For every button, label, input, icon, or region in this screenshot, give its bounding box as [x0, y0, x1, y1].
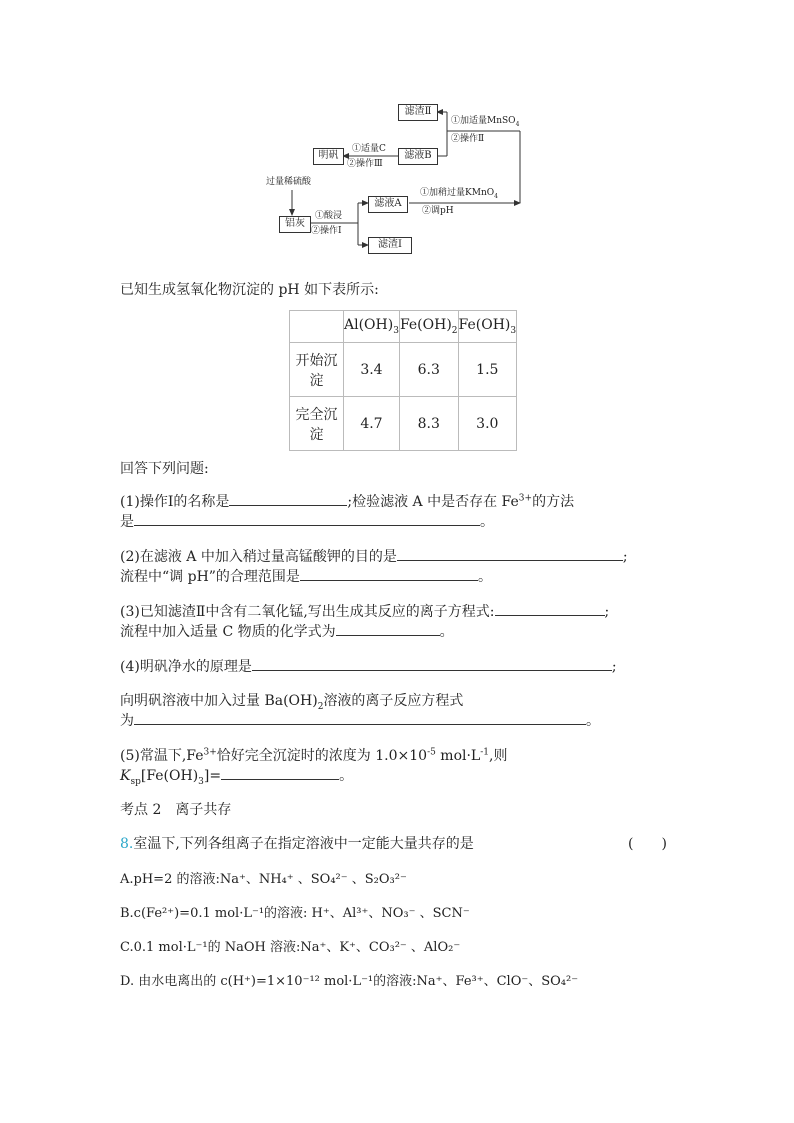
answer-blank[interactable] — [300, 566, 478, 581]
question-1-line-2: 是 。 — [120, 511, 494, 531]
box-aluminum-ash: 铝灰 — [279, 216, 311, 233]
option-a[interactable]: A.pH=2 的溶液:Na⁺、NH₄⁺ 、SO₄²⁻ 、S₂O₃²⁻ — [120, 872, 407, 887]
question-4-line-2: 向明矾溶液中加入过量 $Ba(OH)_2$溶液的离子反应方程式 — [120, 693, 464, 712]
table-cell: 3.0 — [458, 397, 517, 451]
label-add-mnso4: ①加适量MnSO$_4$ — [451, 116, 520, 128]
table-header: $Fe(OH)_2$ — [399, 311, 458, 343]
table-row-label: 完全沉 淀 — [290, 397, 344, 451]
label-operation-2: ②操作Ⅱ — [451, 134, 485, 144]
question-2-line-1: (2)在滤液 A 中加入稍过量高锰酸钾的目的是 ; — [120, 546, 628, 566]
label-adjust-ph: ②调pH — [422, 206, 454, 216]
table-corner — [290, 311, 344, 343]
label-add-kmno4: ①加稍过量KMnO$_4$ — [420, 188, 498, 200]
question-4-line-1: (4)明矾净水的原理是 ; — [120, 656, 617, 676]
option-d[interactable]: D. 由水电离出的 c(H⁺)=1×10⁻¹² mol·L⁻¹的溶液:Na⁺、Fe³⁺、ClO⁻、SO₄²⁻ — [120, 974, 579, 989]
question-3-line-2: 流程中加入适量 C 物质的化学式为 。 — [120, 621, 454, 641]
answer-blank[interactable] — [495, 601, 605, 616]
box-alum: 明矾 — [313, 148, 344, 165]
question-1-line-1: (1)操作Ⅰ的名称是 ;检验滤液 A 中是否存在 $Fe^{3+}$的方法 — [120, 491, 574, 511]
question-4-line-3: 为 。 — [120, 710, 600, 730]
section-title: 考点 2 离子共存 — [120, 802, 232, 818]
table-cell: 8.3 — [399, 397, 458, 451]
answer-blank[interactable] — [252, 656, 612, 671]
question-5-line-1: (5)常温下$,Fe^{3+}$恰好完全沉淀时的浓度为 $1.0\times 10^{-5}$ $mol\cdot L^{-1}$,则 — [120, 747, 508, 764]
question-5-line-2: $K_{sp}[Fe(OH)_3]=$ 。 — [120, 765, 353, 787]
question-8-stem: 8.室温下,下列各组离子在指定溶液中一定能大量共存的是 — [120, 836, 474, 852]
answer-parentheses[interactable]: ( ) — [628, 836, 667, 852]
ph-table — [289, 310, 517, 451]
intro-text: 已知生成氢氧化物沉淀的 pH 如下表所示: — [120, 282, 379, 298]
table-cell: 4.7 — [344, 397, 400, 451]
label-operation-3: ②操作Ⅲ — [347, 159, 383, 169]
label-dilute-sulfuric-acid: 过量稀硫酸 — [266, 177, 312, 187]
answer-blank[interactable] — [221, 765, 339, 780]
flowchart-arrows — [0, 0, 794, 260]
answer-blank[interactable] — [134, 511, 480, 526]
option-b[interactable]: B.c(Fe²⁺)=0.1 mol·L⁻¹的溶液: H⁺、Al³⁺、NO₃⁻ 、SCN⁻ — [120, 906, 470, 921]
answer-blank[interactable] — [336, 621, 440, 636]
option-c[interactable]: C.0.1 mol·L⁻¹的 NaOH 溶液:Na⁺、K⁺、CO₃²⁻ 、AlO₂⁻ — [120, 940, 461, 955]
table-header: $Fe(OH)_3$ — [458, 311, 517, 343]
table-header: $Al(OH)_3$ — [344, 311, 400, 343]
question-3-line-1: (3)已知滤渣Ⅱ中含有二氧化锰,写出生成其反应的离子方程式: ; — [120, 601, 609, 621]
answer-blank[interactable] — [134, 710, 586, 725]
question-2-line-2: 流程中“调 pH”的合理范围是 。 — [120, 566, 492, 586]
box-filtrate-b: 滤液B — [398, 148, 438, 165]
box-filtrate-a: 滤液A — [368, 196, 408, 213]
box-filter-residue-2: 滤渣Ⅱ — [398, 104, 438, 121]
box-filter-residue-1: 滤渣Ⅰ — [368, 237, 412, 254]
answer-blank[interactable] — [229, 491, 347, 506]
answer-prompt: 回答下列问题: — [120, 461, 209, 477]
label-acid-leach: ①酸浸 — [315, 211, 343, 221]
table-cell: 3.4 — [344, 343, 400, 397]
answer-blank[interactable] — [397, 546, 623, 561]
table-row-label: 开始沉 淀 — [290, 343, 344, 397]
label-proper-c: ①适量C — [352, 144, 386, 154]
table-cell: 6.3 — [399, 343, 458, 397]
table-cell: 1.5 — [458, 343, 517, 397]
label-operation-1: ②操作Ⅰ — [311, 226, 342, 236]
